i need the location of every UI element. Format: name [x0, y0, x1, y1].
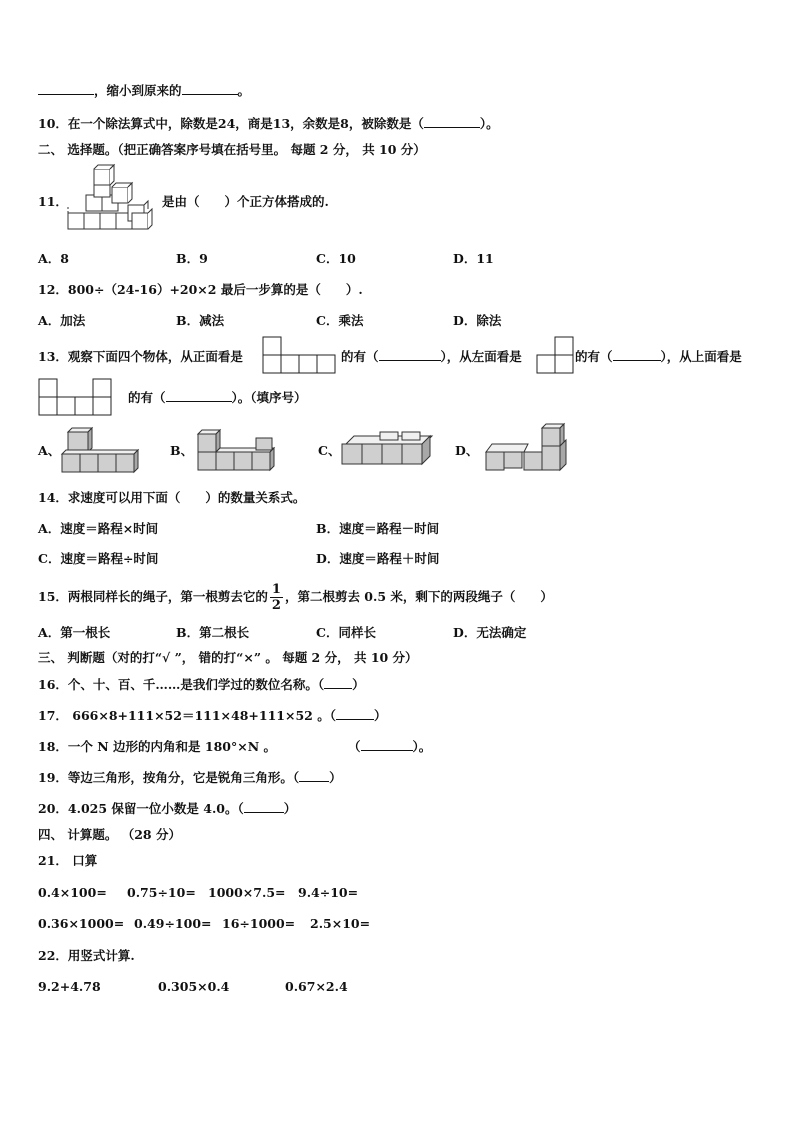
- question-18-answer: （ ）。: [348, 739, 432, 754]
- q14-option-b[interactable]: B．速度＝路程－时间: [316, 521, 440, 536]
- q15-option-d[interactable]: D．无法确定: [453, 625, 527, 640]
- answer-blank[interactable]: [299, 769, 329, 782]
- question-11-text: 是由（ ）个正方体搭成的.: [162, 194, 329, 209]
- q11-option-b[interactable]: B．9: [176, 251, 208, 266]
- answer-blank[interactable]: [424, 115, 480, 128]
- question-20: 20．4.025 保留一位小数是 4.0。（ ）: [38, 801, 297, 816]
- answer-blank[interactable]: [244, 800, 284, 813]
- q12-option-b[interactable]: B．减法: [176, 313, 225, 328]
- answer-blank[interactable]: [613, 348, 661, 361]
- left-view-grid-icon: [536, 336, 576, 374]
- q15-option-a[interactable]: A．第一根长: [38, 625, 111, 640]
- q14-option-a[interactable]: A．速度＝路程×时间: [38, 521, 159, 536]
- q11-option-c[interactable]: C．10: [316, 251, 356, 266]
- question-18: 18．一个 N 边形的内角和是 180°×N 。: [38, 739, 276, 754]
- question-17: 17． 666×8+111×52＝111×48+111×52 。（ ）: [38, 708, 387, 723]
- q11-option-d[interactable]: D．11: [453, 251, 494, 266]
- q11-option-a[interactable]: A．8: [38, 251, 69, 266]
- question-15: 15．两根同样长的绳子，第一根剪去它的 $\frac{1}{2}$ ，第二根剪去 0.5 米，剩下的两段绳子（ ）: [38, 582, 553, 613]
- q11-cube-figure-icon: [66, 165, 156, 235]
- front-view-grid-icon: [262, 336, 340, 374]
- question-13-part3: 的有（ ），从上面看是: [575, 349, 742, 364]
- q15-option-c[interactable]: C．同样长: [316, 625, 376, 640]
- object-a-cubes-icon: [60, 426, 144, 476]
- question-13-part1: 13．观察下面四个物体，从正面看是: [38, 349, 243, 364]
- vertical-calc-item: 0.67×2.4: [285, 979, 348, 994]
- vertical-calc-item: 9.2+4.78: [38, 979, 101, 994]
- section-4-title: 四、 计算题。 （28 分）: [38, 827, 181, 842]
- q12-option-c[interactable]: C．乘法: [316, 313, 364, 328]
- vertical-calc-item: 0.305×0.4: [158, 979, 230, 994]
- object-b-cubes-icon: [196, 426, 280, 476]
- question-16: 16．个、十、百、千……是我们学过的数位名称。（ ）: [38, 677, 365, 692]
- oral-calc-item: 0.4×100=: [38, 885, 107, 900]
- answer-blank[interactable]: [166, 389, 232, 402]
- answer-blank[interactable]: [361, 738, 413, 751]
- fraction-one-half: $\frac{1}{2}$: [271, 582, 281, 613]
- oral-calc-item: 1000×7.5=: [208, 885, 286, 900]
- question-12: 12．800÷（24-16）+20×2 最后一步算的是（ ）.: [38, 282, 363, 297]
- oral-calc-item: 9.4÷10=: [298, 885, 359, 900]
- question-19: 19．等边三角形，按角分，它是锐角三角形。（ ）: [38, 770, 342, 785]
- q12-option-d[interactable]: D．除法: [453, 313, 502, 328]
- object-a-label: A、: [38, 443, 61, 458]
- question-13-part2: 的有（ ），从左面看是: [341, 349, 522, 364]
- q12-option-a[interactable]: A．加法: [38, 313, 86, 328]
- answer-blank[interactable]: [182, 82, 238, 95]
- question-11-number: 11．: [38, 194, 68, 209]
- object-c-cubes-icon: [340, 430, 434, 470]
- section-3-title: 三、 判断题（对的打“√ ”， 错的打“×” 。 每题 2 分， 共 10 分）: [38, 650, 418, 665]
- q14-option-c[interactable]: C．速度＝路程÷时间: [38, 551, 159, 566]
- question-10: 10．在一个除法算式中，除数是24，商是13，余数是8，被除数是（ ）。: [38, 116, 499, 131]
- answer-blank[interactable]: [336, 707, 374, 720]
- answer-blank[interactable]: [38, 82, 94, 95]
- question-14: 14．求速度可以用下面（ ）的数量关系式。: [38, 490, 306, 505]
- oral-calc-item: 2.5×10=: [310, 916, 371, 931]
- q14-option-d[interactable]: D．速度＝路程＋时间: [316, 551, 440, 566]
- object-b-label: B、: [170, 443, 194, 458]
- object-d-cubes-icon: [484, 424, 574, 474]
- line-top: ，缩小到原来的 。: [38, 82, 250, 100]
- q15-option-b[interactable]: B．第二根长: [176, 625, 250, 640]
- section-2-title: 二、 选择题。（把正确答案序号填在括号里。 每题 2 分， 共 10 分）: [38, 142, 426, 157]
- oral-calc-item: 0.75÷10=: [127, 885, 196, 900]
- question-22: 22．用竖式计算.: [38, 948, 135, 963]
- object-c-label: C、: [318, 443, 341, 458]
- object-d-label: D、: [455, 443, 479, 458]
- oral-calc-item: 0.36×1000=: [38, 916, 125, 931]
- question-13-part4: 的有（ ）。（填序号）: [128, 390, 307, 405]
- answer-blank[interactable]: [324, 676, 352, 689]
- oral-calc-item: 0.49÷100=: [134, 916, 212, 931]
- oral-calc-item: 16÷1000=: [222, 916, 296, 931]
- top-view-grid-icon: [38, 378, 116, 418]
- answer-blank[interactable]: [379, 348, 441, 361]
- question-21: 21． 口算: [38, 853, 98, 868]
